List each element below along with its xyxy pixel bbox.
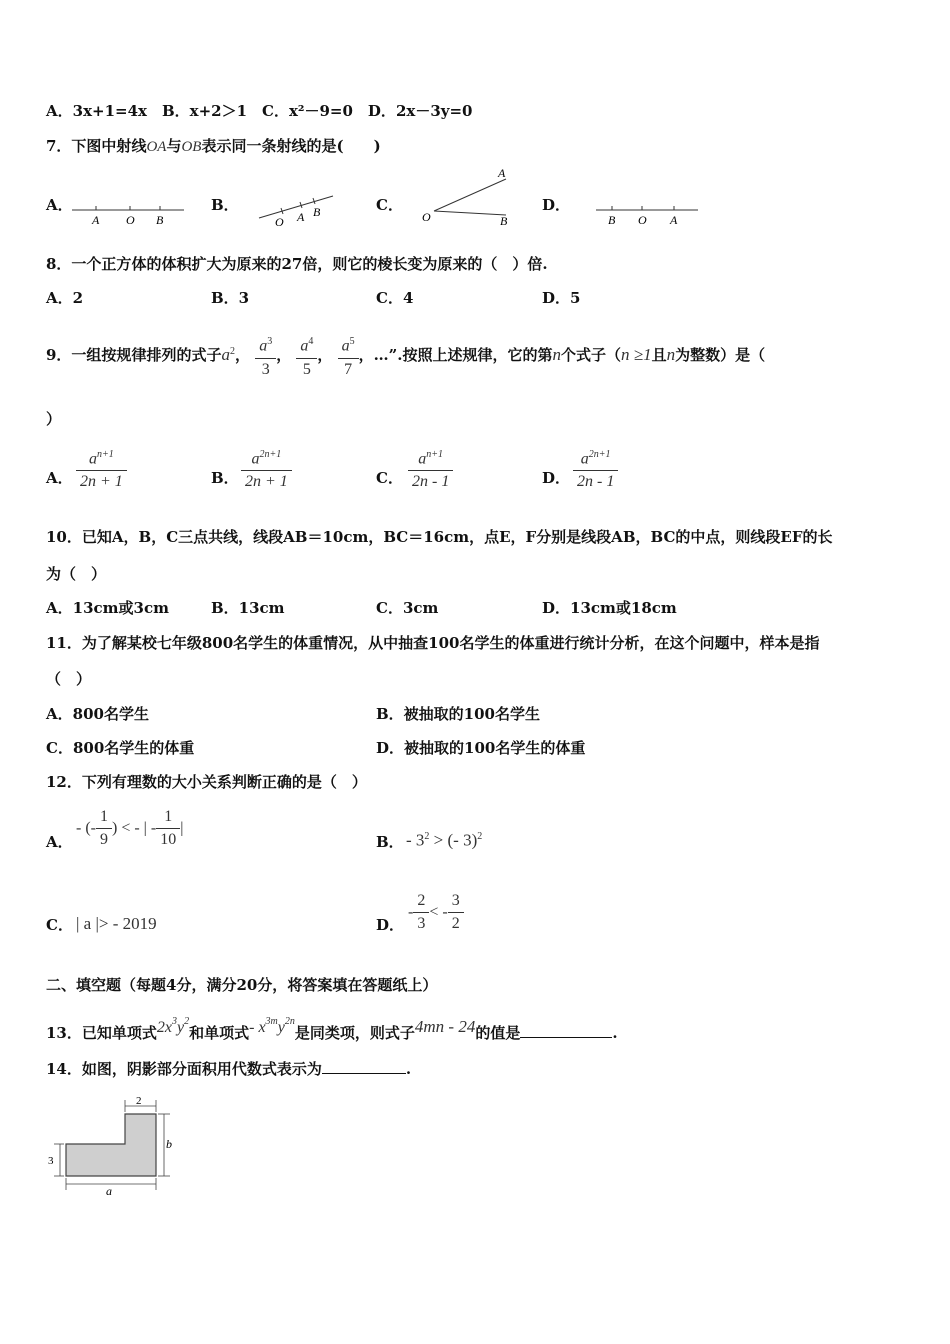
q7b-label-1: O — [275, 215, 284, 229]
q7c-label-1: A — [498, 166, 506, 180]
q13-end: . — [612, 1024, 618, 1042]
q9-option-c — [408, 444, 453, 493]
q7-label-b: B． — [211, 196, 239, 214]
q11-option-b: B．被抽取的100名学生 — [376, 705, 540, 723]
q12-b-sup1: 2 — [424, 831, 430, 842]
q12-a-post: | — [180, 819, 184, 837]
q9-frac-1-sup: 3 — [267, 336, 273, 348]
q13-m1-y: y — [176, 1019, 185, 1036]
q7a-label-1: A — [92, 213, 100, 227]
q12-option-a — [76, 806, 183, 851]
q13-d: 的值是 — [475, 1024, 521, 1042]
q11-stem-line1: 11．为了解某校七年级800名学生的体重情况，从中抽查100名学生的体重进行统计分析，在这个问题中，样本是指 — [46, 634, 820, 652]
q7c-label-2: O — [422, 210, 431, 224]
q10-option-c: C．3cm — [376, 599, 439, 617]
q12-label-d: D． — [376, 916, 405, 934]
q8-stem: 8．一个正方体的体积扩大为原来的27倍，则它的棱长变为原来的（ ）倍. — [46, 255, 548, 273]
q13-stem — [46, 1006, 618, 1042]
q9-frac-3-den: 7 — [344, 360, 353, 378]
q13-a: 13．已知单项式 — [46, 1024, 157, 1042]
q12-a-frac2 — [156, 806, 180, 851]
q9-opt-b-num: a — [251, 450, 260, 468]
q7-label-a: A． — [46, 196, 73, 214]
q8-option-b: B．3 — [211, 289, 250, 307]
q7-figure-d — [594, 196, 704, 230]
q9-frac-3-num: a — [341, 337, 350, 355]
q12-a-frac1-den: 9 — [99, 831, 108, 848]
q9-frac-2 — [296, 331, 317, 380]
q9-frac-3 — [338, 331, 359, 380]
q13-m2-y: y — [277, 1019, 285, 1036]
q7-label-d: D． — [542, 196, 571, 214]
q9-a2-sup: 2 — [229, 346, 235, 357]
q13-expr: 4mn - 24 — [414, 1017, 476, 1036]
q9-opt-c-sup: n+1 — [426, 449, 444, 460]
q14-fig-bottom: a — [106, 1184, 112, 1196]
q12-a-frac1 — [96, 806, 112, 851]
q7b-label-2: A — [297, 210, 305, 224]
q10-stem-line1: 10．已知A，B，C三点共线，线段AB＝10cm，BC＝16cm，点E，F分别是线段AB，BC的中点，则线段EF的长 — [46, 528, 833, 546]
q14-fig-left: 3 — [48, 1155, 54, 1167]
q9-a2: a — [221, 345, 230, 364]
q11-option-d: D．被抽取的100名学生的体重 — [376, 739, 586, 757]
q9-opt-a-num: a — [89, 450, 98, 468]
q9-opt-b-den: 2n + 1 — [245, 473, 288, 491]
q6-options: A．3x+1=4x B．x+2＞1 C．x²－9=0 D．2x－3y=0 — [46, 102, 473, 120]
q9-stem-a: 9．一组按规律排列的式子 — [46, 346, 222, 364]
q12-b-sup2: 2 — [477, 831, 483, 842]
q9-n2: n — [666, 345, 676, 364]
q9-opt-c-num: a — [418, 450, 427, 468]
q9-and: 且 — [651, 346, 667, 364]
q7-stem-a: 7．下图中射线 — [46, 137, 147, 155]
q11-option-a: A．800名学生 — [46, 705, 149, 723]
q9-close: ） — [46, 410, 62, 428]
q12-option-b — [406, 826, 482, 852]
q7d-label-3: A — [670, 213, 678, 227]
q9-option-a — [76, 444, 127, 493]
q14-stem — [46, 1059, 411, 1079]
q7-figure-b — [255, 188, 339, 230]
q9-frac-3-sup: 5 — [349, 336, 355, 348]
q12-label-c: C． — [46, 916, 73, 934]
q13-m2-s2: 2n — [284, 1016, 295, 1027]
q14-figure — [46, 1092, 186, 1196]
q10-stem-line2: 为（ ） — [46, 565, 107, 583]
q9-opt-d-den: 2n - 1 — [577, 473, 615, 491]
q13-c: 是同类项，则式子 — [294, 1024, 415, 1042]
q12-a-pre: - (- — [76, 819, 96, 837]
q13-b: 和单项式 — [189, 1024, 250, 1042]
q12-option-c: | a |> - 2019 — [76, 914, 157, 933]
q9-ellipsis: ，…”. — [358, 346, 403, 364]
q13-m1-s1: 3 — [171, 1016, 177, 1027]
q8-option-a: A．2 — [46, 289, 84, 307]
q9-label-b: B． — [211, 469, 239, 487]
q14-end: . — [405, 1060, 412, 1078]
q12-d-frac1 — [413, 890, 429, 935]
q7a-label-3: B — [156, 213, 164, 227]
q9-label-d: D． — [542, 469, 571, 487]
q7d-label-1: B — [608, 213, 616, 227]
q9-option-d — [573, 444, 618, 493]
q7a-label-2: O — [126, 213, 135, 227]
q12-d-frac2-den: 2 — [451, 915, 460, 932]
q7-label-c: C． — [376, 196, 403, 214]
q12-b-expr2: (- 3) — [447, 830, 478, 850]
q9-stem-d: 为整数）是（ — [675, 346, 766, 364]
q10-option-b: B．13cm — [211, 599, 285, 617]
q9-frac-1 — [255, 331, 276, 380]
q7-figure-a — [70, 196, 190, 230]
q7c-label-3: B — [500, 214, 508, 228]
q8-option-c: C．4 — [376, 289, 414, 307]
q9-label-a: A． — [46, 469, 73, 487]
q7-oa: OA — [146, 139, 167, 155]
q12-label-a: A． — [46, 833, 73, 851]
q12-a-frac2-num: 1 — [156, 806, 180, 829]
q9-opt-d-sup: 2n+1 — [588, 449, 611, 460]
q9-frac-1-den: 3 — [261, 360, 270, 378]
q12-d-frac1-num: 2 — [413, 890, 429, 913]
q7b-label-3: B — [313, 205, 321, 219]
q12-d-pre: - — [408, 903, 414, 921]
q12-d-frac2-num: 3 — [448, 890, 464, 913]
q9-label-c: C． — [376, 469, 403, 487]
q7-figure-c — [420, 165, 520, 229]
q9-opt-d-num: a — [580, 450, 589, 468]
q9-frac-2-sup: 4 — [308, 336, 314, 348]
q13-m2: - x — [249, 1019, 266, 1036]
q12-b-expr1: - 3 — [406, 830, 425, 850]
q9-opt-b-sup: 2n+1 — [259, 449, 282, 460]
q7-mid: 与 — [166, 137, 182, 155]
q9-opt-c-den: 2n - 1 — [412, 473, 450, 491]
q12-stem: 12．下列有理数的大小关系判断正确的是（ ） — [46, 773, 367, 791]
q12-d-mid: < - — [429, 903, 448, 921]
q7-stem — [46, 136, 381, 157]
q14-fig-right: b — [166, 1137, 172, 1151]
q12-a-mid: ) < - | - — [111, 819, 157, 837]
q9-stem: 9．一组按规律排列的式子$a^2$， $\frac{a^3}{3}$ ， $\frac{a^4}{5}$ ， $\frac{a^5}{7}$ ，…”.按照上述规律，它的第n个式子（n ≥1且n为整数）是（ — [46, 322, 765, 382]
q13-m1-s2: 2 — [184, 1016, 190, 1027]
q13-answer-blank — [520, 1037, 612, 1038]
q9-option-b — [241, 444, 292, 493]
q7d-label-2: O — [638, 213, 647, 227]
q12-a-frac1-num: 1 — [96, 806, 112, 829]
q9-stem-b: 按照上述规律，它的第 — [402, 346, 553, 364]
q12-d-frac1-den: 3 — [417, 915, 426, 932]
q12-a-frac2-den: 10 — [160, 831, 177, 848]
q11-stem-line2: （ ） — [46, 670, 92, 688]
q10-option-a: A．13cm或3cm — [46, 599, 169, 617]
q12-d-frac2 — [448, 890, 464, 935]
q13-m1: 2x — [156, 1019, 172, 1036]
q12-option-d — [408, 890, 464, 935]
q9-stem-c: 个式子（ — [561, 346, 622, 364]
q7-ob: OB — [181, 139, 202, 155]
q11-option-c: C．800名学生的体重 — [46, 739, 195, 757]
q9-frac-2-den: 5 — [302, 360, 311, 378]
q12-b-gt: > — [429, 830, 448, 850]
section-2-heading: 二、填空题（每题4分，满分20分，将答案填在答题纸上） — [46, 976, 438, 994]
q9-n: n — [552, 345, 562, 364]
q14-stem-text: 14．如图，阴影部分面积用代数式表示为 — [46, 1060, 322, 1078]
q12-label-b: B． — [376, 833, 404, 851]
q14-fig-top: 2 — [136, 1095, 142, 1107]
q9-opt-a-sup: n+1 — [97, 449, 114, 460]
q9-frac-1-num: a — [259, 337, 268, 355]
q10-option-d: D．13cm或18cm — [542, 599, 677, 617]
q9-frac-2-num: a — [300, 337, 309, 355]
q8-option-d: D．5 — [542, 289, 581, 307]
q14-answer-blank — [322, 1073, 406, 1074]
q7-stem-b: 表示同一条射线的是( ) — [201, 137, 381, 155]
q9-opt-a-den: 2n + 1 — [80, 473, 123, 491]
q13-m2-s1: 3m — [265, 1016, 278, 1027]
q9-cond: n ≥1 — [621, 345, 652, 364]
